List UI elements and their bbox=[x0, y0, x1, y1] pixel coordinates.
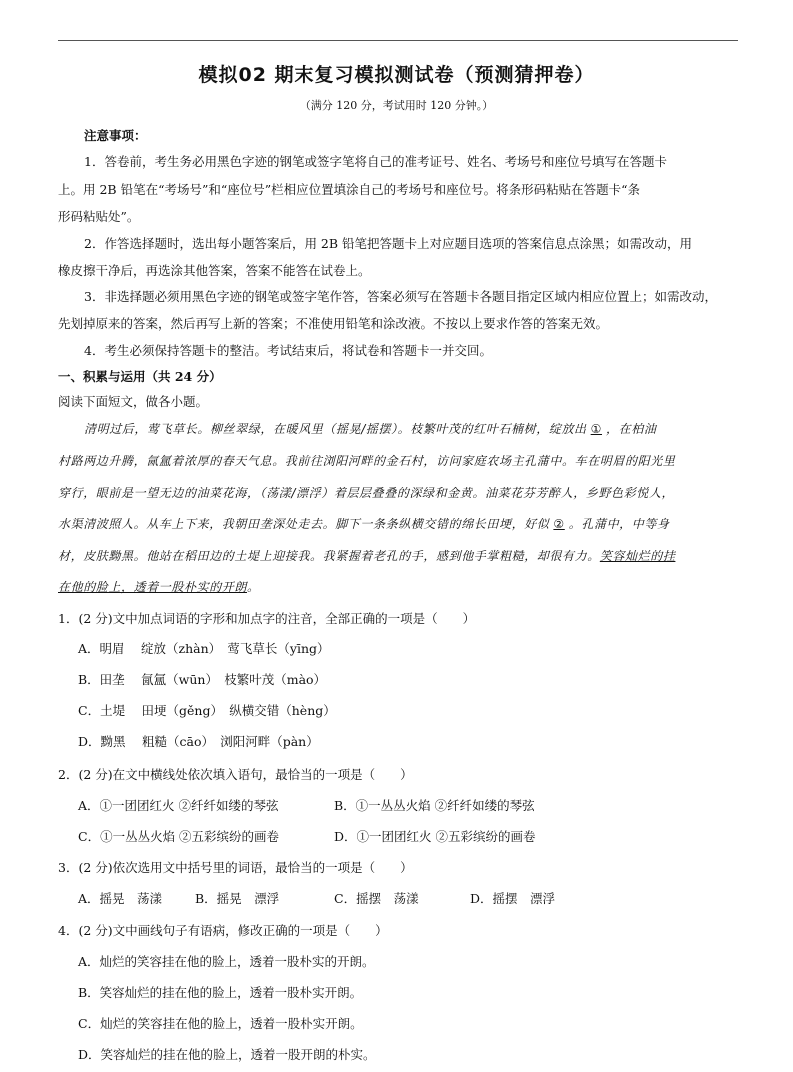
passage-line-3: 穿行，眼前是一望无边的油菜花海，（荡漾/漂浮）着层层叠叠的深绿和金黄。油菜花芬芳醉人，乡野色彩悦人， bbox=[58, 486, 675, 500]
question-1-option-a[interactable]: A．明眉 绽放（zhàn） 莺飞草长（yīng） bbox=[78, 641, 330, 656]
note-1-line-1: 1．答卷前，考生务必用黑色字迹的钢笔或签字笔将自己的准考证号、姓名、考场号和座位号填写在答题卡 bbox=[84, 154, 667, 169]
notes-heading: 注意事项： bbox=[84, 128, 147, 143]
question-3-option-d[interactable]: D．摇摆 漂浮 bbox=[470, 891, 556, 906]
question-2-option-a[interactable]: A．①一团团红火 ②纤纤如缕的琴弦 bbox=[78, 798, 279, 813]
passage-line-6 bbox=[58, 578, 260, 595]
passage-text: ，在柏油 bbox=[606, 422, 657, 436]
note-1-line-2: 上。用 2B 铅笔在“考场号”和“座位号”栏相应位置填涂自己的考场号和座位号。将条形码粘贴在答题卡“条 bbox=[58, 182, 641, 197]
question-2-stem: 2．(2 分)在文中横线处依次填入语句，最恰当的一项是（ ） bbox=[58, 767, 413, 782]
question-1-stem: 1．(2 分)文中加点词语的字形和加点字的注音，全部正确的一项是（ ） bbox=[58, 611, 476, 626]
question-3-option-b[interactable]: B．摇晃 漂浮 bbox=[195, 891, 280, 906]
question-4-option-c[interactable]: C．灿烂的笑容挂在他的脸上，透着一股朴实开朗。 bbox=[78, 1016, 363, 1031]
question-3-option-c[interactable]: C．摇摆 荡漾 bbox=[334, 891, 419, 906]
passage-line-2: 村路两边升腾，氤氲着浓厚的春天气息。我前往浏阳河畔的金石村，访问家庭农场主孔蒲中。车在明眉的阳光里 bbox=[58, 454, 676, 468]
passage-text: 清明过后，莺飞草长。柳丝翠绿，在暖风里（摇晃/摇摆）。枝繁叶茂的红叶石楠树，绽放出 bbox=[84, 422, 587, 436]
section-1-intro: 阅读下面短文，做各小题。 bbox=[58, 394, 209, 409]
section-1-heading: 一、积累与运用（共 24 分） bbox=[58, 369, 222, 384]
note-3-line-2: 先划掉原来的答案，然后再写上新的答案；不准使用铅笔和涂改液。不按以上要求作答的答案无效。 bbox=[58, 316, 609, 331]
question-1-option-b[interactable]: B．田垄 氤氲（wūn） 枝繁叶茂（mào） bbox=[78, 672, 327, 687]
passage-text: 。 bbox=[247, 580, 260, 594]
passage-line-1 bbox=[84, 420, 656, 437]
question-4-option-b[interactable]: B．笑容灿烂的挂在他的脸上，透着一股朴实开朗。 bbox=[78, 985, 363, 1000]
page-title: 模拟02 期末复习模拟测试卷（预测猜押卷） bbox=[198, 64, 595, 86]
note-2-line-2: 橡皮擦干净后，再选涂其他答案，答案不能答在试卷上。 bbox=[58, 263, 371, 278]
passage-text: 。孔蒲中，中等身 bbox=[568, 517, 670, 531]
question-2-option-b[interactable]: B．①一丛丛火焰 ②纤纤如缕的琴弦 bbox=[334, 798, 535, 813]
passage-line-5 bbox=[58, 547, 675, 564]
note-4: 4．考生必须保持答题卡的整洁。考试结束后，将试卷和答题卡一并交回。 bbox=[84, 343, 492, 358]
question-1-option-c[interactable]: C．土堤 田埂（gěng） 纵横交错（hèng） bbox=[78, 703, 336, 718]
question-2-option-c[interactable]: C．①一丛丛火焰 ②五彩缤纷的画卷 bbox=[78, 829, 280, 844]
top-rule bbox=[58, 40, 738, 41]
question-1-option-d[interactable]: D．黝黑 粗糙（cāo） 浏阳河畔（pàn） bbox=[78, 734, 319, 749]
passage-line-4 bbox=[58, 515, 670, 532]
question-3-option-a[interactable]: A．摇晃 荡漾 bbox=[78, 891, 163, 906]
question-2-option-d[interactable]: D．①一团团红火 ②五彩缤纷的画卷 bbox=[334, 829, 536, 844]
note-2-line-1: 2．作答选择题时，选出每小题答案后，用 2B 铅笔把答题卡上对应题目选项的答案信息点涂黑；如需改动，用 bbox=[84, 236, 693, 251]
passage-text: 材，皮肤黝黑。他站在稻田边的土堤上迎接我。我紧握着老孔的手，感到他手掌粗糙，却很有力。 bbox=[58, 549, 600, 563]
underlined-sentence: 笑容灿烂的挂 bbox=[599, 549, 676, 563]
question-4-option-a[interactable]: A．灿烂的笑容挂在他的脸上，透着一股朴实的开朗。 bbox=[78, 954, 375, 969]
question-4-stem: 4．(2 分)文中画线句子有语病，修改正确的一项是（ ） bbox=[58, 923, 388, 938]
question-4-option-d[interactable]: D．笑容灿烂的挂在他的脸上，透着一股开朗的朴实。 bbox=[78, 1047, 376, 1062]
blank-1: ① bbox=[590, 422, 603, 436]
passage-text: 水渠清波照人。从车上下来，我朝田垄深处走去。脚下一条条纵横交错的绵长田埂，好似 bbox=[58, 517, 550, 531]
note-1-line-3: 形码粘贴处”。 bbox=[58, 209, 140, 224]
underlined-sentence: 在他的脸上，透着一股朴实的开朗 bbox=[58, 580, 248, 594]
question-3-stem: 3．(2 分)依次选用文中括号里的词语，最恰当的一项是（ ） bbox=[58, 860, 413, 875]
note-3-line-1: 3．非选择题必须用黑色字迹的钢笔或签字笔作答，答案必须写在答题卡各题目指定区域内相应位置上；如需改动， bbox=[84, 289, 717, 304]
page-subtitle: （满分 120 分，考试用时 120 分钟。） bbox=[299, 99, 494, 112]
blank-2: ② bbox=[553, 517, 565, 531]
